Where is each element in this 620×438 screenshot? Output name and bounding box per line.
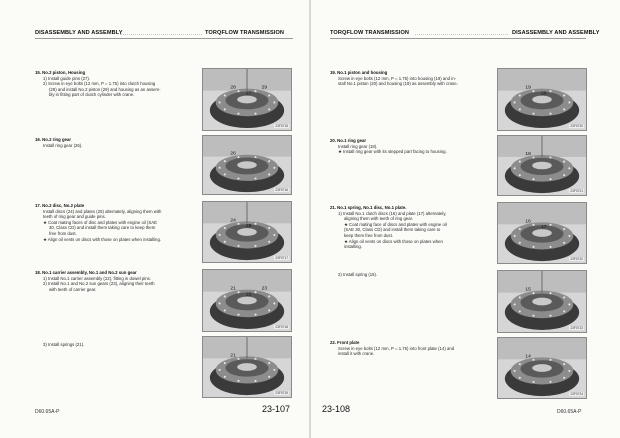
- figure-number: 23F0715: [275, 124, 288, 128]
- part-number-label: 16: [525, 219, 531, 225]
- bolt-mark: [563, 242, 565, 244]
- bolt-mark: [532, 381, 534, 383]
- step-18: [35, 270, 195, 292]
- bolt-mark: [237, 177, 239, 179]
- step-19: [330, 70, 490, 87]
- left-header-section: DISASSEMBLY AND ASSEMBLY: [35, 30, 123, 36]
- left-page-number: 23-107: [262, 404, 291, 414]
- step-21: [330, 205, 490, 250]
- bolt-mark: [519, 174, 521, 176]
- bolt-mark: [549, 178, 551, 180]
- bolt-mark: [563, 228, 565, 230]
- bolt-mark: [532, 90, 534, 92]
- bolt-mark: [268, 227, 270, 229]
- bolt-mark: [519, 94, 521, 96]
- left-header-dots: [120, 34, 202, 37]
- center-hub: [532, 298, 552, 306]
- bolt-mark: [563, 174, 565, 176]
- part-number-label: 17: [541, 225, 547, 231]
- step-line: 30, Class CD) and install them taking care to keep them: [49, 225, 156, 231]
- part-number-label: 22: [246, 292, 252, 298]
- right-footer-code: D60.65A-P: [557, 409, 582, 415]
- figure-number: 23F0720: [570, 124, 583, 128]
- bolt-mark: [532, 113, 534, 115]
- bolt-mark: [237, 314, 239, 316]
- step-title: 19. No.1 piston and housing: [330, 70, 388, 75]
- photo-step-21-2: [497, 270, 587, 333]
- bolt-mark: [254, 291, 256, 293]
- center-hub: [237, 363, 257, 371]
- photo-backdrop: [498, 338, 586, 359]
- part-number-label: 19: [525, 85, 531, 91]
- part-number-label: 15: [525, 287, 531, 293]
- bolt-mark: [563, 94, 565, 96]
- step-line: installing.: [344, 244, 362, 250]
- bolt-mark: [224, 362, 226, 364]
- figure-number: 23F0716: [275, 188, 288, 192]
- step-title: 20. No.1 ring gear: [330, 138, 367, 143]
- bolt-mark: [568, 235, 570, 237]
- part-number-label: 26: [230, 151, 236, 157]
- bolt-mark: [224, 376, 226, 378]
- bolt-mark: [273, 302, 275, 304]
- bolt-mark: [519, 310, 521, 312]
- bolt-mark: [519, 377, 521, 379]
- bolt-mark: [519, 228, 521, 230]
- bolt-mark: [563, 363, 565, 365]
- center-hub: [532, 229, 552, 237]
- bolt-mark: [224, 227, 226, 229]
- step-line: 1) Install guide pins (27).: [43, 75, 91, 81]
- step-title: 16. No.2 ring gear: [35, 137, 72, 142]
- photo-step-19: [497, 68, 587, 131]
- bolt-mark: [254, 90, 256, 92]
- step-line: 1) Install No.1 carrier assembly (22), fitting in dowel pins.: [43, 275, 151, 281]
- step-16: [35, 137, 195, 148]
- bolt-mark: [224, 160, 226, 162]
- step-17: [35, 203, 195, 242]
- step-line: ★ Coat mating face of discs and plates with engine oil: [344, 221, 447, 227]
- step-line: (28) and install No.2 piston (29) and housing as an assem-: [49, 86, 161, 92]
- bolt-mark: [532, 359, 534, 361]
- figure-number: 23F0724: [570, 392, 583, 396]
- bolt-mark: [268, 309, 270, 311]
- step-line: install it with crane.: [338, 351, 375, 357]
- bolt-mark: [273, 234, 275, 236]
- bolt-mark: [532, 178, 534, 180]
- step-line: Install ring gear (26).: [43, 142, 83, 148]
- step-22: [330, 340, 490, 357]
- bolt-mark: [514, 303, 516, 305]
- bolt-mark: [224, 108, 226, 110]
- bolt-mark: [273, 167, 275, 169]
- bolt-mark: [254, 314, 256, 316]
- bolt-mark: [514, 235, 516, 237]
- bolt-mark: [254, 245, 256, 247]
- photo-step-22: [497, 337, 587, 399]
- bolt-mark: [268, 376, 270, 378]
- bolt-mark: [224, 94, 226, 96]
- bolt-mark: [532, 315, 534, 317]
- bolt-mark: [237, 358, 239, 360]
- center-hub: [237, 161, 257, 168]
- bolt-mark: [254, 156, 256, 158]
- part-number-label: 18: [525, 152, 531, 158]
- step-title: 17. No.2 disc, No.2 plate: [35, 203, 85, 208]
- center-hub: [237, 96, 257, 104]
- photo-backdrop: [498, 69, 586, 91]
- step-line: 2) Install spring (15).: [338, 272, 378, 277]
- center-hub: [532, 162, 552, 170]
- photo-step-20: [497, 135, 587, 196]
- bolt-mark: [514, 101, 516, 103]
- step-line: with teeth of carrier gear.: [49, 286, 97, 292]
- step-line: aligning them with teeth of ring gear.: [344, 216, 414, 222]
- photo-backdrop: [203, 136, 291, 157]
- right-header-rule: [330, 38, 586, 39]
- photo-step-18: [202, 269, 292, 332]
- bolt-mark: [273, 369, 275, 371]
- part-number-label: 29: [261, 85, 268, 91]
- bolt-mark: [519, 363, 521, 365]
- step-line: Screw in eye bolts (12 mm, P = 1.75) into housing (19) and in-: [338, 75, 457, 81]
- figure-number: 23F0719: [275, 391, 288, 395]
- bolt-mark: [268, 160, 270, 162]
- bolt-mark: [237, 245, 239, 247]
- bolt-mark: [237, 291, 239, 293]
- right-page-number: 23-108: [322, 404, 351, 414]
- bolt-mark: [254, 358, 256, 360]
- bolt-mark: [237, 156, 239, 158]
- bolt-mark: [219, 101, 221, 103]
- photo-step-18-3: [202, 336, 292, 398]
- step-line: ★ Coat mating faces of disc and plates with engine oil (SAE: [43, 219, 157, 225]
- center-hub: [532, 96, 552, 104]
- step-line: ★ Install ring gear with its stepped part facing to housing.: [338, 149, 447, 155]
- center-hub: [237, 228, 257, 236]
- bolt-mark: [549, 359, 551, 361]
- bolt-mark: [568, 303, 570, 305]
- bolt-mark: [254, 177, 256, 179]
- bolt-mark: [549, 315, 551, 317]
- left-header-rule: [35, 38, 293, 39]
- photo-backdrop: [203, 270, 291, 292]
- bolt-mark: [254, 380, 256, 382]
- bolt-mark: [563, 310, 565, 312]
- bolt-mark: [237, 223, 239, 225]
- figure-number: 23F0722: [570, 257, 583, 261]
- bolt-mark: [273, 101, 275, 103]
- part-number-label: 21: [230, 353, 236, 359]
- part-number-label: 14: [525, 354, 531, 360]
- step-line: ★ Align oil vents on discs with those on plates when: [344, 238, 443, 244]
- figure-number: 23F0721: [570, 189, 583, 193]
- bolt-mark: [237, 380, 239, 382]
- left-header-title: TORQFLOW TRANSMISSION: [205, 30, 285, 36]
- step-line: 2) Install No.1 and No.2 sun gears (23), aligning their teeth: [43, 281, 155, 287]
- bolt-mark: [519, 161, 521, 163]
- bolt-mark: [549, 246, 551, 248]
- bolt-mark: [254, 223, 256, 225]
- bolt-mark: [519, 242, 521, 244]
- right-header-dots: [415, 34, 508, 37]
- step-title: 22. Front plate: [330, 340, 360, 345]
- part-number-label: 20: [541, 91, 547, 97]
- figure-number: 23F0723: [570, 326, 583, 330]
- step-line: bly in fitting part of clutch cylinder with crane.: [49, 92, 135, 98]
- step-line: 2) Screw in eye bolts (12 mm, P = 1.75) into clutch housing: [43, 81, 156, 87]
- part-number-label: 21: [230, 286, 236, 292]
- bolt-mark: [224, 241, 226, 243]
- bolt-mark: [563, 108, 565, 110]
- photo-step-17: [202, 201, 292, 263]
- step-21-2: [330, 272, 490, 278]
- step-line: (SAE 30, Class CD) and install them taking care to: [344, 227, 441, 233]
- step-15: [35, 70, 195, 98]
- bolt-mark: [268, 241, 270, 243]
- bolt-mark: [514, 167, 516, 169]
- bolt-mark: [268, 108, 270, 110]
- bolt-mark: [268, 295, 270, 297]
- step-line: Install ring gear (18).: [338, 143, 378, 149]
- bolt-mark: [514, 370, 516, 372]
- bolt-mark: [563, 377, 565, 379]
- bolt-mark: [532, 156, 534, 158]
- bolt-mark: [219, 234, 221, 236]
- step-line: Install discs (24) and plates (25) alternately, aligning them with: [43, 208, 162, 214]
- part-number-label: 23: [261, 286, 268, 292]
- part-number-label: 25: [246, 224, 252, 230]
- bolt-mark: [268, 362, 270, 364]
- photo-step-16: [202, 135, 292, 195]
- bolt-mark: [219, 302, 221, 304]
- bolt-mark: [549, 224, 551, 226]
- bolt-mark: [549, 381, 551, 383]
- right-header-title: TORQFLOW TRANSMISSION: [330, 30, 410, 36]
- bolt-mark: [568, 370, 570, 372]
- part-number-label: 27: [246, 91, 252, 97]
- figure-number: 23F0717: [275, 256, 288, 260]
- step-title: 15. No.2 piston, Housing: [35, 70, 86, 75]
- bolt-mark: [519, 108, 521, 110]
- bolt-mark: [519, 296, 521, 298]
- step-18-3: [35, 342, 195, 348]
- photo-step-21: [497, 202, 587, 264]
- bolt-mark: [237, 90, 239, 92]
- step-line: stall No.1 piston (20) and housing (19) as assembly with crane.: [338, 81, 458, 87]
- step-line: keep them free from dust.: [344, 232, 393, 238]
- bolt-mark: [224, 295, 226, 297]
- bolt-mark: [532, 292, 534, 294]
- step-line: ★ Align oil vents on discs with those on plates when installing.: [43, 236, 162, 242]
- bolt-mark: [532, 224, 534, 226]
- step-20: [330, 138, 490, 155]
- bolt-mark: [224, 309, 226, 311]
- bolt-mark: [549, 113, 551, 115]
- bolt-mark: [563, 161, 565, 163]
- bolt-mark: [568, 101, 570, 103]
- step-line: Screw in eye bolts (12 mm, P = 1.75) into front plate (14) and: [338, 345, 455, 351]
- photo-step-15: [202, 68, 292, 131]
- step-title: 18. No.1 carrier assembly, No.1 and No.2 sun gear: [35, 270, 137, 275]
- bolt-mark: [549, 292, 551, 294]
- step-line: free from dust.: [49, 230, 77, 236]
- step-line: teeth of ring gear and guide pins.: [43, 214, 106, 220]
- part-number-label: 28: [230, 85, 236, 91]
- bolt-mark: [549, 156, 551, 158]
- bolt-mark: [563, 296, 565, 298]
- bolt-mark: [568, 167, 570, 169]
- bolt-mark: [237, 113, 239, 115]
- step-line: 3) Install springs (21).: [43, 342, 85, 347]
- step-line: 1) Install No.1 clutch discs (16) and plate (17) alternately,: [338, 210, 447, 216]
- bolt-mark: [254, 113, 256, 115]
- photo-backdrop: [498, 203, 586, 224]
- bolt-mark: [268, 94, 270, 96]
- center-hub: [237, 297, 257, 305]
- bolt-mark: [549, 90, 551, 92]
- right-header-section: DISASSEMBLY AND ASSEMBLY: [512, 30, 600, 36]
- bolt-mark: [268, 173, 270, 175]
- left-footer-code: D60.65A-P: [35, 409, 60, 415]
- bolt-mark: [224, 173, 226, 175]
- step-title: 21. No.1 spring, No.1 disc, No.1 plate.: [330, 205, 407, 210]
- bolt-mark: [219, 369, 221, 371]
- figure-number: 23F0718: [275, 325, 288, 329]
- part-number-label: 24: [230, 218, 236, 224]
- bolt-mark: [219, 167, 221, 169]
- bolt-mark: [532, 246, 534, 248]
- center-hub: [532, 364, 552, 372]
